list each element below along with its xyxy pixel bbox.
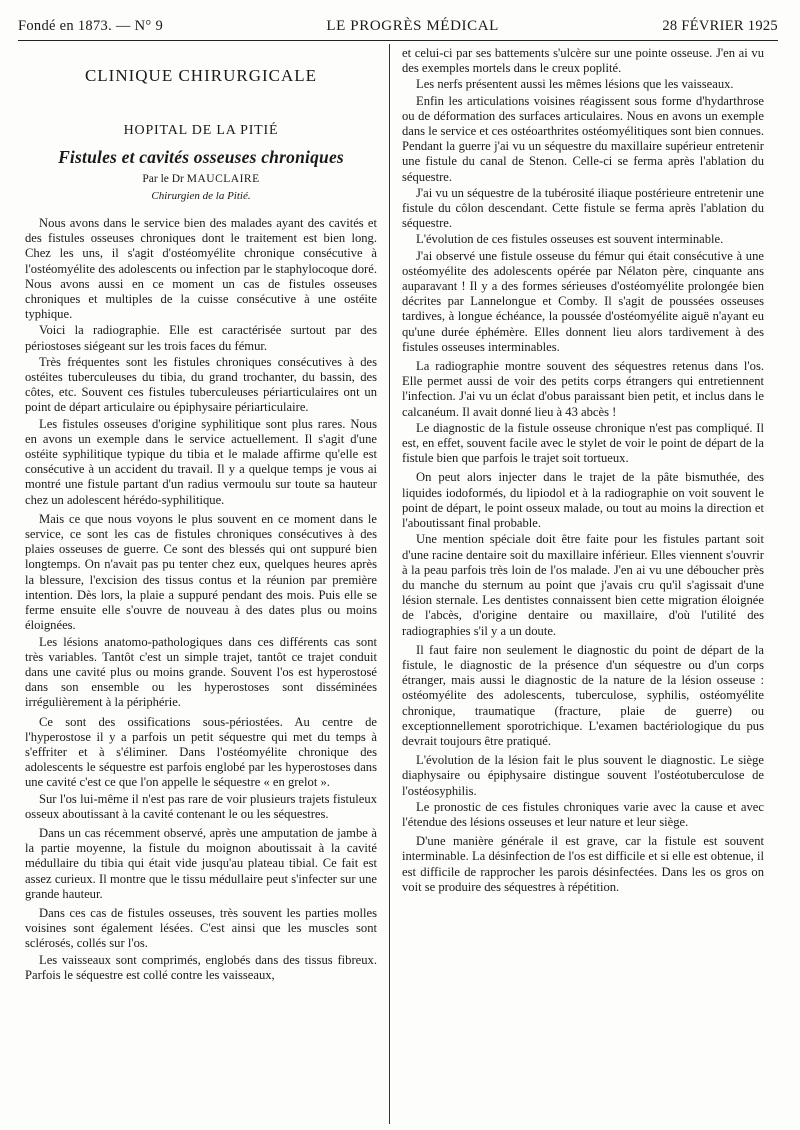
author-line (25, 172, 377, 187)
header-date: 28 FÉVRIER 1925 (662, 17, 778, 34)
paragraph: Le diagnostic de la fistule osseuse chronique n'est pas compliqué. Il est, en effet, souvent facile avec le stylet de voir le point de départ de la fistule bien que parfois le trajet soit tortueux. (402, 420, 764, 466)
column-divider (389, 44, 390, 1124)
paragraph: La radiographie montre souvent des séquestres retenus dans l'os. Elle permet aussi de voir des petits corps étrangers qui entretiennent l'infection. J'ai vu un éclat d'obus paraissant bien petit, et inclus dans le calcanéum. Il avait donné lieu à 43 abcès ! (402, 359, 764, 419)
paragraph: Les nerfs présentent aussi les mêmes lésions que les vaisseaux. (416, 77, 734, 92)
paragraph: Une mention spéciale doit être faite pour les fistules partant soit d'une racine dentaire soit du maxillaire inférieur. Elles viennent s'ouvrir à la peau parfois très loin de l'os malade. J'en ai vu une déboucher près du manche du sternum au point que j'avais cru qu'il s'agissait d'une lésion sternale. Les dentistes connaissent bien cette migration éloignée de l'abcès, d'origine dentaire ou maxillaire, d'où l'utilité des radiographies s'il y a un doute. (402, 532, 764, 638)
author-affiliation: Chirurgien de la Pitié. (151, 189, 251, 202)
paragraph: Dans un cas récemment observé, après une amputation de jambe à la partie moyenne, la fistule du moignon aboutissait à la cavité médullaire du tibia qui était vide jusqu'au plateau tibial. Ce fait est assez curieux. Il montre que le tissu médullaire peut s'infecter sur une grande hauteur. (25, 825, 377, 901)
paragraph: Ce sont des ossifications sous-périostées. Au centre de l'hyperostose il y a parfois un petit séquestre qui met du temps à s'effriter et à s'éliminer. Dans l'ostéomyélite chronique des adolescents le séquestre est parfois englobé par les hyperostoses dans une cavité c'est ce que l'on appelle le séquestre « en grelot ». (25, 714, 377, 790)
paragraph: D'une manière générale il est grave, car la fistule est souvent interminable. La désinfection de l'os est difficile et si elle est obtenue, il est difficile de rapprocher les parois désinfectées. Dans les os gros on voit se produire des séquestres à répétition. (402, 834, 764, 894)
running-header (18, 16, 778, 36)
section-title: CLINIQUE CHIRURGICALE (84, 66, 318, 85)
author-name: MAUCLAIRE (186, 172, 260, 185)
paragraph: On peut alors injecter dans le trajet de la pâte bismuthée, des liquides iodoformés, du lipiodol et à la radiographie on voit souvent le point de départ, le point osseux malade, ou tout au moins la direction et l'aboutissant final probable. (402, 470, 764, 531)
paragraph: Nous avons dans le service bien des malades ayant des cavités et des fistules osseuses chroniques dont le traitement est bien long. Chez les uns, il s'agit d'ostéomyélite chronique consécutive à l'ostéomyélite des adolescents ou infection par le staphylocoque doré. Nous avons aussi en ce moment un cas de fistules osseuses chroniques et multiples de la cuisse consécutive à une ostéite typhique. (25, 216, 377, 322)
paragraph: Les fistules osseuses d'origine syphilitique sont plus rares. Nous en avons un exemple dans le service actuellement. Il s'agit d'une ostéite syphilitique typique du tibia et le malade affirme qu'elle est consécutive à un accident du travail. Il y a quelque temps je vous ai montré une fistule partant d'un radius vermoulu sur toute sa hauteur chez un adolescent hérédo-syphilitique. (25, 416, 377, 507)
paragraph: L'évolution de la lésion fait le plus souvent le diagnostic. Le siège diaphysaire ou épiphysaire distingue souvent l'ostéotuberculose de l'ostéosyphilis. (402, 753, 764, 798)
paragraph: Très fréquentes sont les fistules chroniques consécutives à des ostéites tuberculeuses du tibia, du grand trochanter, du bassin, des côtes, etc. Souvent ces fistules tuberculeuses périarticulaires ont un point de départ articulaire ou épiphysaire périarticulaire. (25, 354, 377, 415)
left-column (25, 46, 377, 1121)
author-prefix: Par le Dr (142, 172, 184, 185)
paragraph: et celui-ci par ses battements s'ulcère sur une pointe osseuse. J'en ai vu des exemples mortels dans le creux poplité. (402, 46, 764, 76)
hospital-name: HOPITAL DE LA PITIÉ (123, 123, 279, 139)
paragraph: Le pronostic de ces fistules chroniques varie avec la cause et avec l'étendue des lésions osseuses et leur nature et leur siège. (402, 799, 764, 829)
article-title: Fistules et cavités osseuses chroniques (58, 147, 344, 168)
paragraph: J'ai observé une fistule osseuse du fémur qui était consécutive à une ostéomyélite des adolescents opérée par Nélaton père, cinquante ans auparavant ! Il y a des formes sérieuses d'ostéomyélite prolongée bien décrites par Lannelongue et Comby. Il s'agit de poussées osseuses tardives, à longue échéance, la poussée d'ostéomyélite aiguë n'ayant eu qu'une durée éphémère. Elles donnent lieu alors tardivement à des fistules osseuses interminables. (402, 248, 764, 354)
paragraph: Les lésions anatomo-pathologiques dans ces différents cas sont très variables. Tantôt c'est un simple trajet, tantôt ce trajet conduit dans une cavité plus ou moins grande. Souvent l'os est hyperostosé dans son ensemble ou les hyperostoses sont disséminées irrégulièrement à la périphérie. (25, 634, 377, 710)
header-founded: Fondé en 1873. — N° 9 (18, 17, 164, 34)
paragraph: Dans ces cas de fistules osseuses, très souvent les parties molles voisines sont également lésées. C'est ainsi que les muscles sont sclérosés, collés sur l'os. (25, 905, 377, 951)
paragraph: L'évolution de ces fistules osseuses est souvent interminable. (416, 232, 724, 247)
paragraph: Mais ce que nous voyons le plus souvent en ce moment dans le service, ce sont les cas de fistules chroniques consécutives à des plaies osseuses de guerre. Ce sont des blessés qui ont suppuré bien longtemps. On n'avait pas pu tenter chez eux, quelques heures après la blessure, l'excision des tissus contus et la réunion par première intention. Dès lors, la plaie a suppuré pendant des mois. Puis elle se ferme ensuite elle s'ouvre de nouveau à des dates plus ou moins éloignées. (25, 511, 377, 633)
paragraph: Il faut faire non seulement le diagnostic du point de départ de la fistule, le diagnostic de la présence d'un séquestre ou d'un corps étranger, mais aussi le diagnostic de la nature de la lésion osseuse : ostéomyélite des adolescents, tuberculose, syphilis, ostéomyélite chronique, traumatique (fracture, plaie de guerre) ou exceptionnellement sporotrichique. L'examen bactériologique du pus devrait toujours être pratiqué. (402, 642, 764, 748)
paragraph: J'ai vu un séquestre de la tubérosité iliaque postérieure entretenir une fistule du côlon descendant. Cette fistule se ferma après l'ablation du séquestre. (402, 185, 764, 231)
paragraph: Voici la radiographie. Elle est caractérisée surtout par des périostoses siégeant sur les trois faces du fémur. (25, 323, 377, 353)
paragraph: Les vaisseaux sont comprimés, englobés dans des tissus fibreux. Parfois le séquestre est collé contre les vaisseaux, (25, 952, 377, 982)
right-column (402, 46, 764, 1121)
header-rule (18, 40, 778, 41)
journal-title: LE PROGRÈS MÉDICAL (326, 17, 499, 34)
paragraph: Enfin les articulations voisines réagissent sous forme d'hydarthrose ou de déformation des surfaces articulaires. Nous en avons un exemple dans le service et ces ostéoarthrites ostéomyélitiques sont bien connues. Pendant la guerre j'ai vu un séquestre du maxillaire supérieur entretenir une fistule du canal de Stenon. Celle-ci se ferma après l'ablation du séquestre. (402, 93, 764, 184)
paragraph: Sur l'os lui-même il n'est pas rare de voir plusieurs trajets fistuleux osseux aboutissant à la cavité contenant le ou les séquestres. (25, 791, 377, 821)
